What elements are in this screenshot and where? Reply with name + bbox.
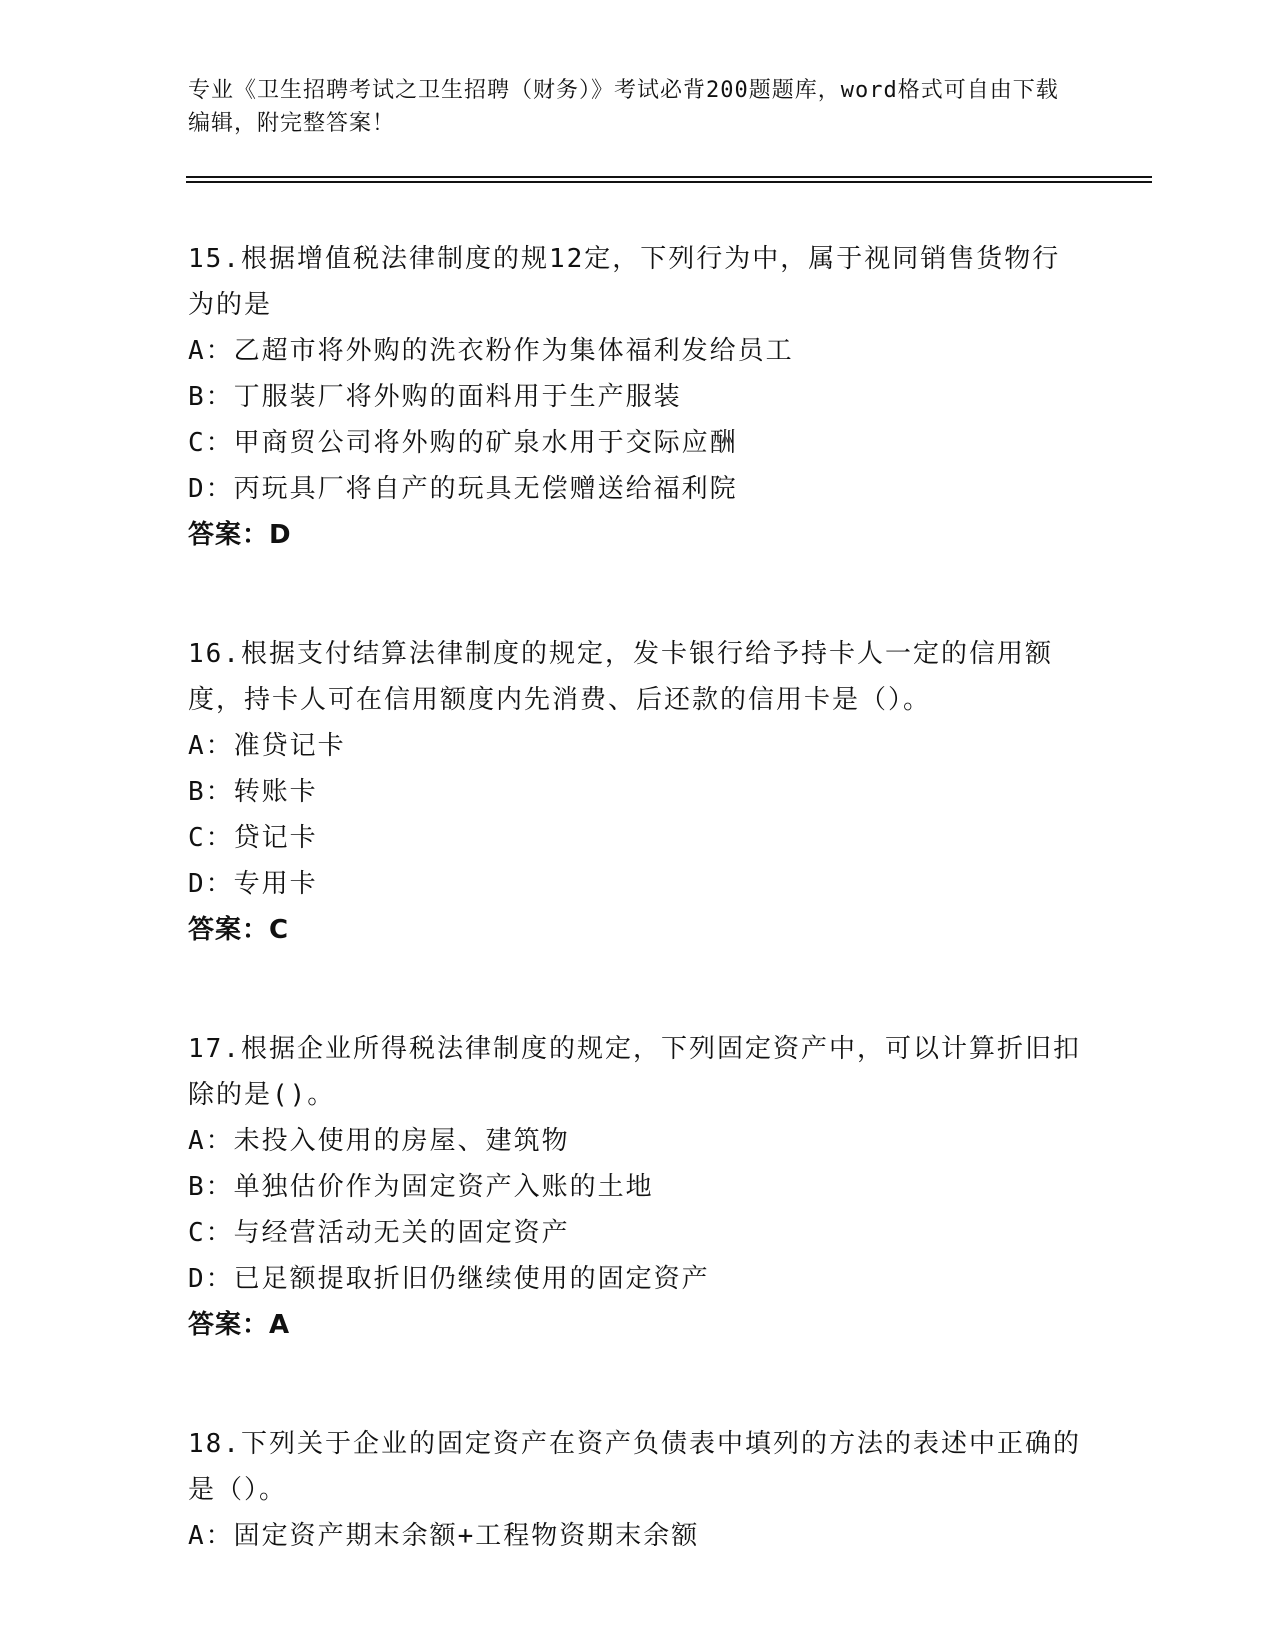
option-c: C：贷记卡 xyxy=(188,823,318,853)
question-stem: 18.下列关于企业的固定资产在资产负债表中填列的方法的表述中正确的是（）。 xyxy=(188,1429,1081,1505)
question-15 xyxy=(188,236,1088,558)
option-a: A：乙超市将外购的洗衣粉作为集体福利发给员工 xyxy=(188,336,794,366)
answer-label: 答案：A xyxy=(188,1310,291,1340)
option-a: A：固定资产期末余额+工程物资期末余额 xyxy=(188,1521,700,1551)
document-intro: 专业《卫生招聘考试之卫生招聘（财务）》考试必背200题题库，word格式可自由下载编辑，附完整答案！ xyxy=(188,78,1059,136)
header-divider-top xyxy=(186,176,1152,178)
question-stem: 16.根据支付结算法律制度的规定，发卡银行给予持卡人一定的信用额度，持卡人可在信用额度内先消费、后还款的信用卡是（）。 xyxy=(188,639,1053,715)
question-stem: 15.根据增值税法律制度的规12定，下列行为中，属于视同销售货物行为的是 xyxy=(188,244,1061,320)
option-d: D：专用卡 xyxy=(188,869,318,899)
option-a: A：未投入使用的房屋、建筑物 xyxy=(188,1126,570,1156)
answer-label: 答案：C xyxy=(188,915,290,945)
answer-label: 答案：D xyxy=(188,520,292,550)
header-divider-bottom xyxy=(186,181,1152,183)
question-list xyxy=(188,236,1088,1559)
question-16 xyxy=(188,631,1088,953)
option-d: D：已足额提取折旧仍继续使用的固定资产 xyxy=(188,1264,710,1294)
option-a: A：准贷记卡 xyxy=(188,731,346,761)
option-d: D：丙玩具厂将自产的玩具无偿赠送给福利院 xyxy=(188,474,738,504)
option-b: B：丁服装厂将外购的面料用于生产服装 xyxy=(188,382,682,412)
option-b: B：单独估价作为固定资产入账的土地 xyxy=(188,1172,654,1202)
question-17 xyxy=(188,1026,1088,1348)
option-c: C：甲商贸公司将外购的矿泉水用于交际应酬 xyxy=(188,428,738,458)
option-b: B：转账卡 xyxy=(188,777,318,807)
question-18 xyxy=(188,1421,1088,1559)
question-stem: 17.根据企业所得税法律制度的规定，下列固定资产中，可以计算折旧扣除的是()。 xyxy=(188,1034,1081,1110)
option-c: C：与经营活动无关的固定资产 xyxy=(188,1218,570,1248)
